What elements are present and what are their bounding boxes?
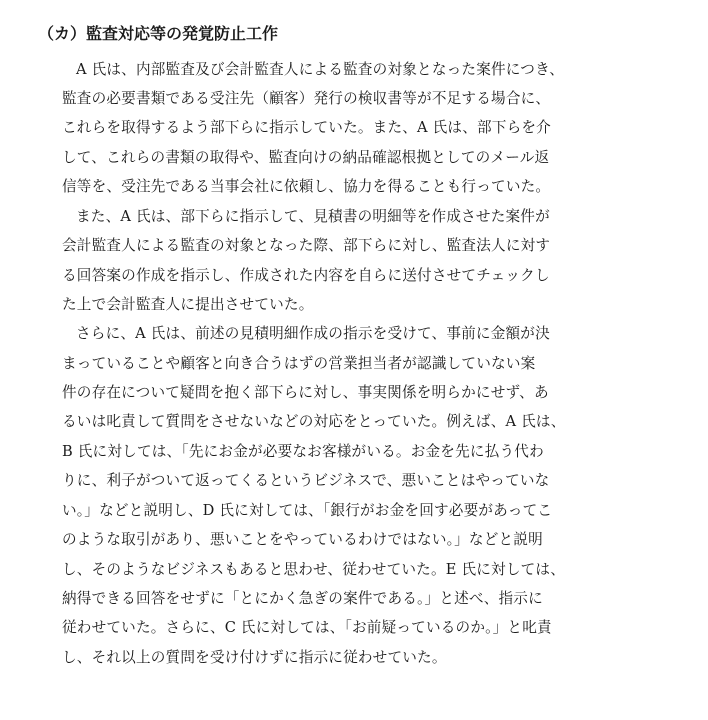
section-heading: （カ）監査対応等の発覚防止工作 (38, 24, 279, 43)
paragraph-line: た上で会計監査人に提出させていた。 (62, 296, 314, 313)
paragraph-line: い。」などと説明し、D 氏に対しては、「銀行がお金を回す必要があってこ (62, 502, 553, 519)
paragraph-line: して、これらの書類の取得や、監査向けの納品確認根拠としてのメール返 (62, 149, 550, 166)
paragraph-line: るいは叱責して質問をさせないなどの対応をとっていた。例えば、A 氏は、 (62, 413, 566, 430)
paragraph-line: また、A 氏は、部下らに指示して、見積書の明細等を作成させた案件が (76, 208, 550, 225)
paragraph-line: B 氏に対しては、「先にお金が必要なお客様がいる。お金を先に払う代わ (62, 443, 544, 460)
paragraph-line: まっていることや顧客と向き合うはずの営業担当者が認識していない案 (62, 355, 536, 372)
paragraph-line: りに、利子がついて返ってくるというビジネスで、悪いことはやっていな (62, 472, 550, 489)
paragraph-line: る回答案の作成を指示し、作成された内容を自らに送付させてチェックし (62, 267, 550, 284)
paragraph-line: 監査の必要書類である受注先（顧客）発行の検収書等が不足する場合に、 (62, 90, 551, 107)
paragraph-line: し、そのようなビジネスもあると思わせ、従わせていた。E 氏に対しては、 (62, 561, 566, 578)
paragraph-line: 会計監査人による監査の対象となった際、部下らに対し、監査法人に対す (62, 237, 551, 254)
paragraph-line: 件の存在について疑問を抱く部下らに対し、事実関係を明らかにせず、あ (62, 384, 549, 401)
paragraph-line: これらを取得するよう部下らに指示していた。また、A 氏は、部下らを介 (62, 119, 551, 136)
paragraph-line: 信等を、受注先である当事会社に依頼し、協力を得ることも行っていた。 (62, 178, 551, 195)
paragraph-line: のような取引があり、悪いことをやっているわけではない。」などと説明 (62, 531, 543, 548)
paragraph-line: し、それ以上の質問を受け付けずに指示に従わせていた。 (62, 649, 447, 666)
paragraph-line: さらに、A 氏は、前述の見積明細作成の指示を受けて、事前に金額が決 (76, 325, 550, 342)
paragraph-line: 納得できる回答をせずに「とにかく急ぎの案件である。」と述べ、指示に (62, 590, 543, 607)
paragraph-line: 従わせていた。さらに、C 氏に対しては、「お前疑っているのか。」と叱責 (62, 619, 552, 636)
paragraph-line: A 氏は、内部監査及び会計監査人による監査の対象となった案件につき、 (76, 61, 565, 78)
